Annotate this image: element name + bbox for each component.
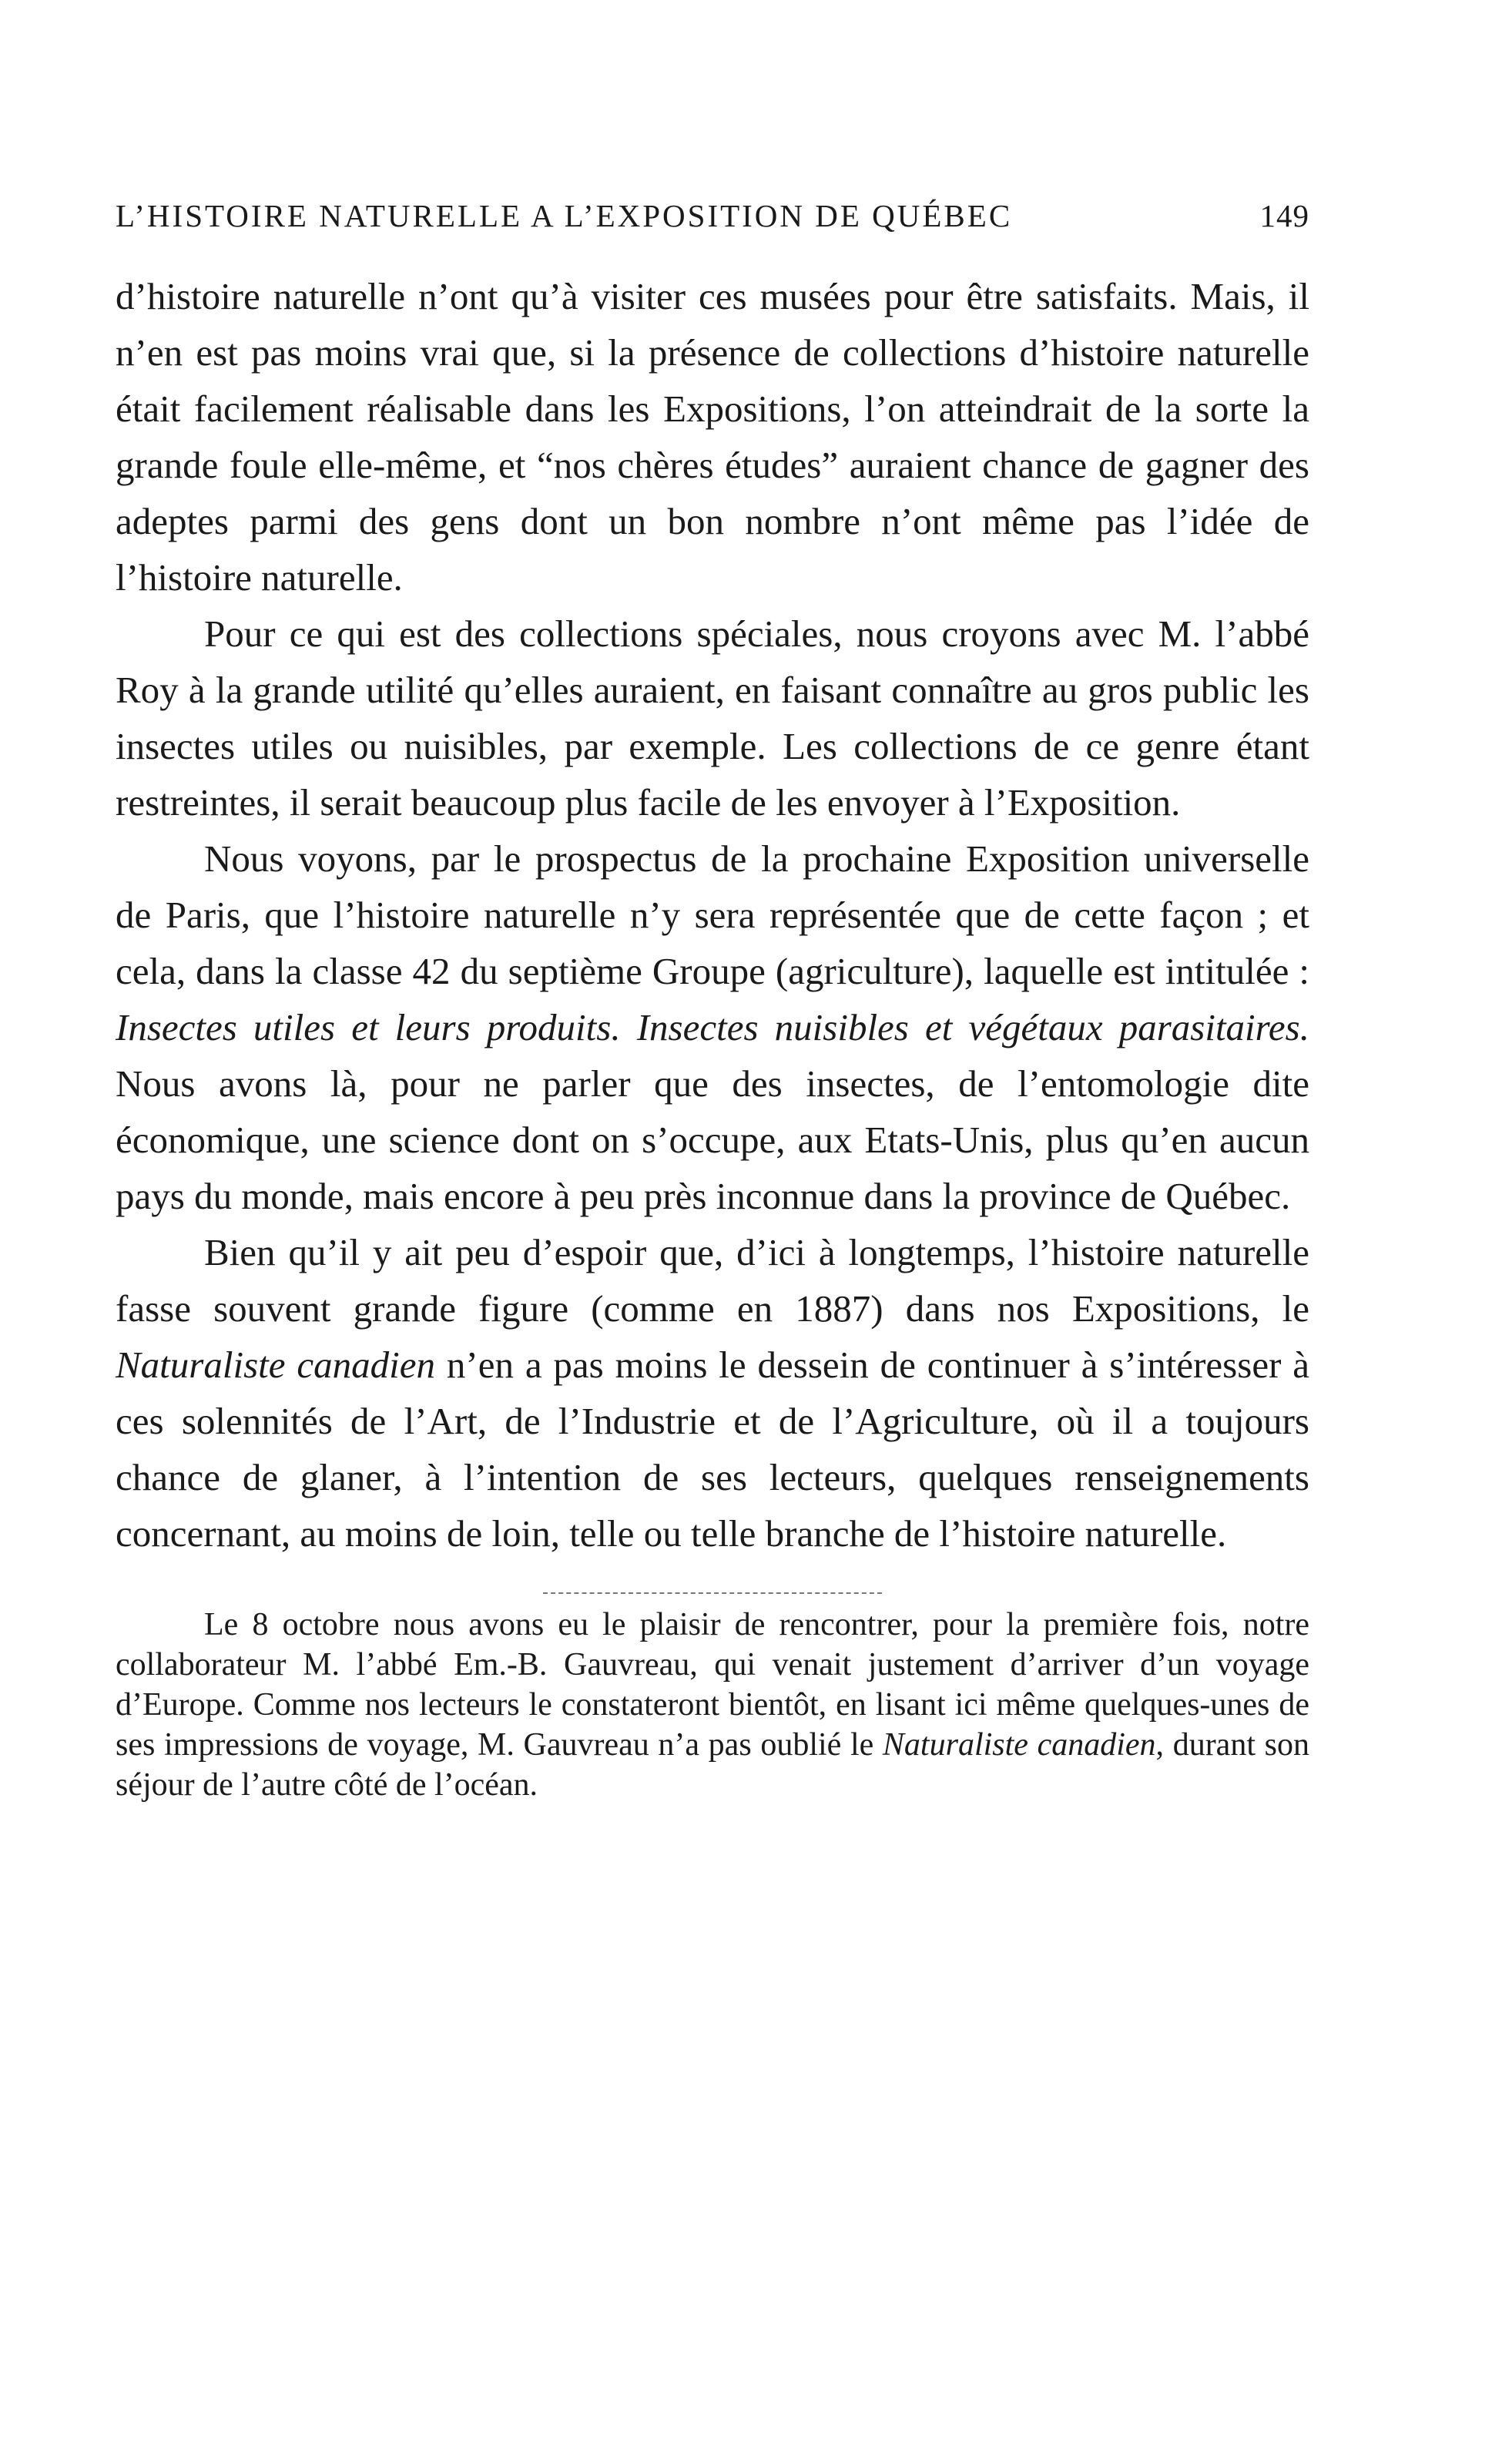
paragraph-4-text-end: n’en a pas moins le dessein de continuer à s’intéresser à ces solennités de l’Art, de l’Industrie et de l’Agriculture, où il a toujours chance de glaner, à l’intention de ses lecteurs, quelques renseignements concernant, au moins de loin, telle ou telle branche de l’histoire naturelle. (116, 1344, 1309, 1555)
paragraph-2: Pour ce qui est des collections spéciales, nous croyons avec M. l’abbé Roy à la grande utilité qu’elles auraient, en faisant connaître au gros public les insectes utiles ou nuisibles, par exemple. Les collections de ce genre étant restreintes, il serait beaucoup plus facile de les envoyer à l’Exposition. (116, 612, 1309, 824)
body-text (116, 268, 1309, 1562)
paragraph-1: d’histoire naturelle n’ont qu’à visiter ces musées pour être satisfaits. Mais, il n’en est pas moins vrai que, si la présence de collections d’histoire naturelle était facilement réalisable dans les Expositions, l’on atteindrait de la sorte la grande foule elle-même, et “nos chères études” auraient chance de gagner des adeptes parmi des gens dont un bon nombre n’ont même pas l’idée de l’histoire naturelle. (116, 275, 1309, 599)
footnote (116, 1605, 1309, 1805)
footnote-separator (543, 1592, 882, 1594)
paragraph-3-text-start: Nous voyons, par le prospectus de la prochaine Exposition universelle de Paris, que l’histoire naturelle n’y sera représentée que de cette façon ; et cela, dans la classe 42 du septième Groupe (agriculture), laquelle est intitulée : (116, 837, 1309, 992)
footnote-italic-title: Naturaliste canadien (882, 1727, 1156, 1763)
running-header (116, 185, 1309, 247)
footnote-text-end: , durant son séjour de l’autre côté de l’océan. (116, 1727, 1309, 1803)
paragraph-4 (116, 1224, 1309, 1562)
paragraph-3 (116, 830, 1309, 1224)
paragraph-4-text-start: Bien qu’il y ait peu d’espoir que, d’ici à longtemps, l’histoire naturelle fasse souvent grande figure (comme en 1887) dans nos Expositions, le (116, 1231, 1309, 1330)
running-title: L’HISTOIRE NATURELLE A L’EXPOSITION DE QUÉBEC (116, 198, 1013, 233)
paragraph-3-text-end: Nous avons là, pour ne parler que des insectes, de l’entomologie dite économique, une science dont on s’occupe, aux Etats-Unis, plus qu’en aucun pays du monde, mais encore à peu près inconnue dans la province de Québec. (116, 1062, 1309, 1217)
page-number: 149 (1259, 198, 1309, 233)
paragraph-4-italic-title: Naturaliste canadien (116, 1344, 436, 1386)
footnote-text-start: Le 8 octobre nous avons eu le plaisir de rencontrer, pour la première fois, notre collaborateur M. l’abbé Em.-B. Gauvreau, qui venait justement d’arriver d’un voyage d’Europe. Comme nos lecteurs le constateront bientôt, en lisant ici même quelques-unes de ses impressions de voyage, M. Gauvreau n’a pas oublié le (116, 1607, 1309, 1763)
paragraph-3-italic-title: Insectes utiles et leurs produits. Insectes nuisibles et végétaux parasitaires. (116, 1006, 1309, 1048)
book-page (116, 185, 1309, 1837)
